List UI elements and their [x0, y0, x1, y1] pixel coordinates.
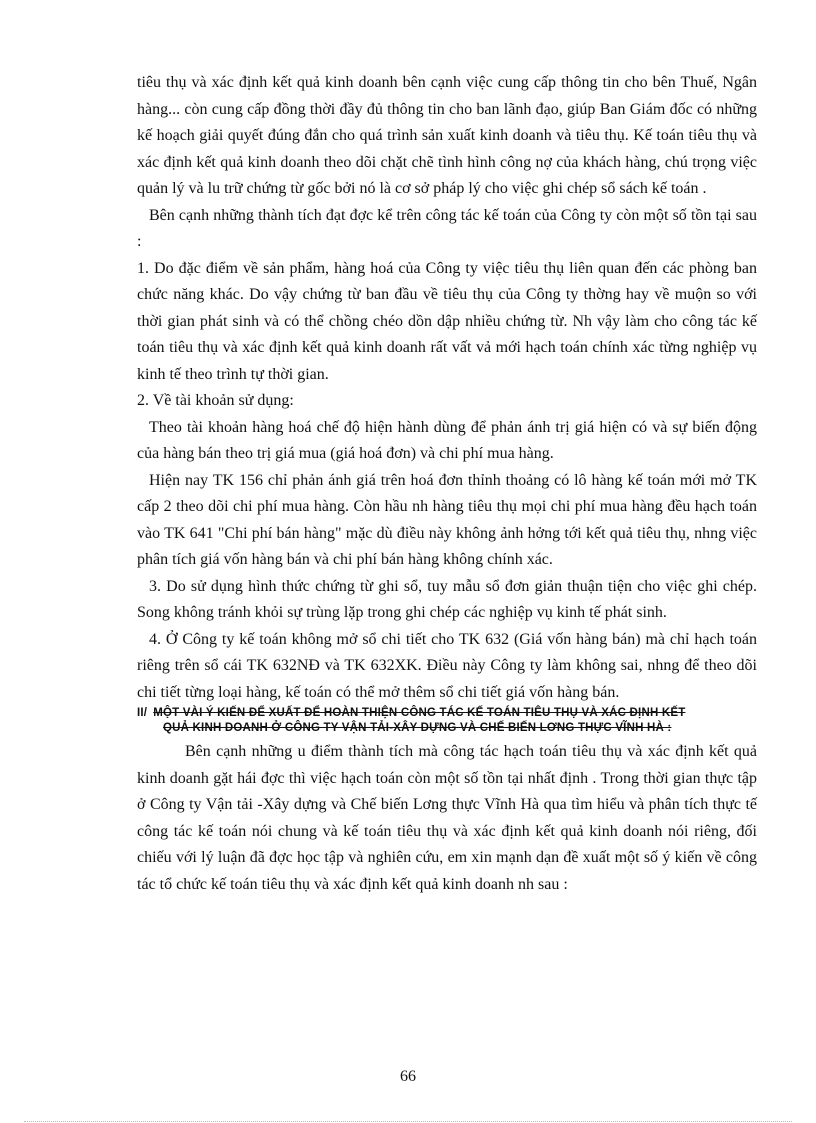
page-number: 66	[400, 1068, 416, 1085]
paragraph-proposal: Bên cạnh những u điểm thành tích mà công tác hạch toán tiêu thụ và xác định kết quả kinh doanh gặt hái đợc thì việc hạch toán còn một số tồn tại nhất định . Trong thời gian thực tập ở Công ty Vận tải -Xây dựng và Chế biến Lơng thực Vĩnh Hà qua tìm hiểu và phân tích thực tế công tác kế toán nói chung và kế toán tiêu thụ và xác định kết quả kinh doanh nói riêng, đối chiếu với lý luận đã đợc học tập và nghiên cứu, em xin mạnh dạn đề xuất một số ý kiến về công tác tổ chức kế toán tiêu thụ và xác định kết quả kinh doanh nh sau :	[137, 743, 757, 893]
section-heading-line-2: QUẢ KINH DOANH Ở CÔNG TY VẬN TẢI-XÂY DỰNG VÀ CHẾ BIẾN LƠNG THỰC VĨNH HÀ :	[163, 722, 672, 734]
section-number: II/	[137, 707, 148, 719]
paragraph-account-theory: Theo tài khoản hàng hoá chế độ hiện hành dùng để phản ánh trị giá hiện có và sự biến động của hàng bán theo trị giá mua (giá hoá đơn) và chi phí mua hàng.	[137, 418, 757, 462]
paragraph-achievements: Bên cạnh những thành tích đạt đợc kể trên công tác kế toán của Công ty còn một số tồn tại sau :	[137, 206, 757, 250]
paragraph-point-2-title: 2. Về tài khoản sử dụng:	[137, 392, 294, 409]
body-text	[137, 70, 757, 898]
bottom-divider	[24, 1121, 792, 1122]
paragraph-point-1: 1. Do đặc điểm về sản phẩm, hàng hoá của Công ty việc tiêu thụ liên quan đến các phòng ban chức năng khác. Do vậy chứng từ ban đầu về tiêu thụ của Công ty thờng hay về muộn so với thời gian phát sinh và có thể chồng chéo dồn dập nhiều chứng từ. Nh vậy làm cho công tác kế toán tiêu thụ và xác định kết quả kinh doanh rất vất vả mới hạch toán chính xác từng nghiệp vụ kinh tế theo trình tự thời gian.	[137, 259, 757, 383]
paragraph-tk156: Hiện nay TK 156 chỉ phản ánh giá trên hoá đơn thỉnh thoảng có lô hàng kế toán mới mở TK cấp 2 theo dõi chi phí mua hàng. Còn hầu nh hàng tiêu thụ mọi chi phí mua hàng đều hạch toán vào TK 641 "Chi phí bán hàng" mặc dù điều này không ảnh hởng tới kết quả tiêu thụ, nhng việc phân tích giá vốn hàng bán và chi phí bán hàng không chính xác.	[137, 471, 757, 568]
paragraph-point-3: 3. Do sử dụng hình thức chứng từ ghi sổ, tuy mẫu sổ đơn giản thuận tiện cho việc ghi chép. Song không tránh khỏi sự trùng lặp trong ghi chép các nghiệp vụ kinh tế phát sinh.	[137, 577, 757, 621]
paragraph-point-4: 4. Ở Công ty kế toán không mở sổ chi tiết cho TK 632 (Giá vốn hàng bán) mà chỉ hạch toán riêng trên sổ cái TK 632NĐ và TK 632XK. Điều này Công ty làm không sai, nhng để theo dõi chi tiết từng loại hàng, kế toán có thể mở thêm sổ chi tiết giá vốn hàng bán.	[137, 630, 757, 701]
section-heading-line-1: MỘT VÀI Ý KIẾN ĐỂ XUẤT ĐỂ HOÀN THIỆN CÔNG TÁC KẾ TOÁN TIÊU THỤ VÀ XÁC ĐỊNH KẾT	[153, 707, 686, 719]
section-heading	[137, 706, 757, 736]
paragraph-intro: tiêu thụ và xác định kết quả kinh doanh bên cạnh việc cung cấp thông tin cho bên Thuế, Ngân hàng... còn cung cấp đồng thời đầy đủ thông tin cho ban lãnh đạo, giúp Ban Giám đốc có những kế hoạch giải quyết đúng đắn cho quá trình sản xuất kinh doanh và tiêu thụ. Kế toán tiêu thụ và xác định kết quả kinh doanh theo dõi chặt chẽ tình hình công nợ của khách hàng, chú trọng việc quản lý và lu trữ chứng từ gốc bởi nó là cơ sở pháp lý cho việc ghi chép sổ sách kế toán .	[137, 74, 757, 197]
